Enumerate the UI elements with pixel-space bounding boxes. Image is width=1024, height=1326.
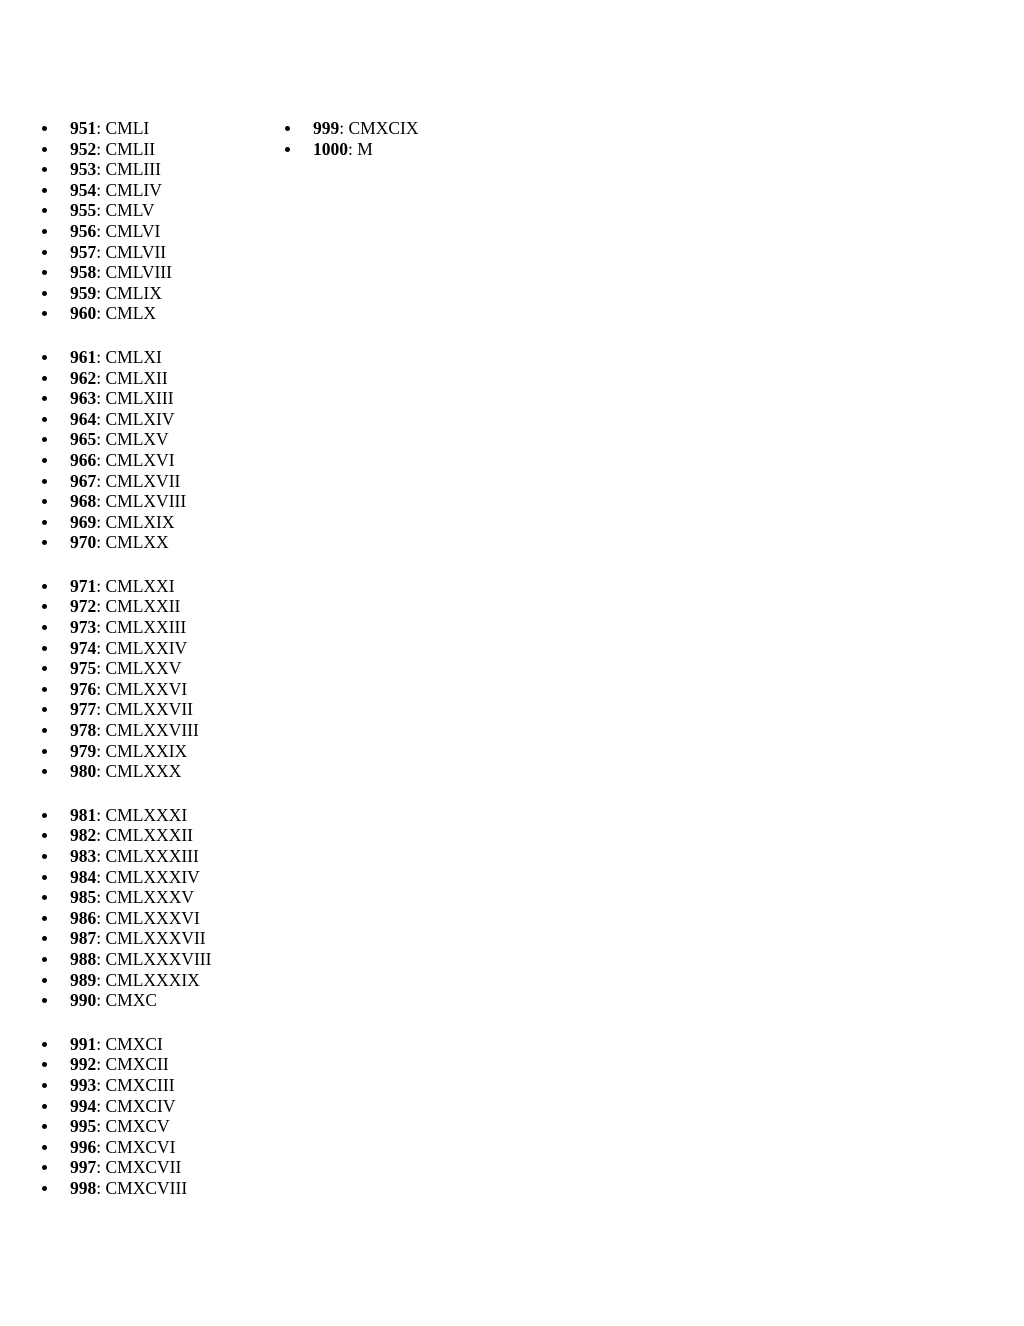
roman-numeral: CMLXXII [105,596,181,617]
roman-numeral: CMLXXXIV [105,866,200,887]
roman-numeral: CMLXIII [105,388,174,409]
roman-numeral: CMLXXXII [105,825,193,846]
roman-numeral: CMLVIII [105,262,172,283]
bullet-icon [42,625,47,630]
arabic-number: 980 [70,761,97,782]
bullet-icon [42,1104,47,1109]
bullet-icon [42,270,47,275]
list-item: 990: CMXC [40,990,211,1011]
arabic-number: 992 [70,1054,97,1075]
arabic-number: 984 [70,866,97,887]
roman-numeral: CMXC [105,990,158,1011]
roman-numeral: CMXCII [105,1054,169,1075]
roman-numeral: CMLXXIV [105,637,188,658]
list-item: 989: CMLXXXIX [40,970,211,991]
arabic-number: 978 [70,720,97,741]
roman-numeral: CMLXX [105,532,169,553]
bullet-icon [42,499,47,504]
list-item: 961: CMLXI [40,347,211,368]
arabic-number: 961 [70,346,97,367]
arabic-number: 964 [70,408,97,429]
arabic-number: 958 [70,262,97,283]
bullet-icon [42,250,47,255]
roman-numeral: CMLXV [105,429,169,450]
roman-numeral: CMXCVI [105,1136,176,1157]
list-item: 988: CMLXXXVIII [40,949,211,970]
list-item: 956: CMLVI [40,221,211,242]
bullet-icon [42,376,47,381]
roman-numeral: CMLXXXIII [105,846,199,866]
list-item: 976: CMLXXVI [40,679,211,700]
numeral-list-group [40,118,211,324]
arabic-number: 998 [70,1177,97,1198]
bullet-icon [42,1186,47,1191]
arabic-number: 960 [70,303,97,324]
roman-numeral: CMLXXIII [105,617,187,638]
arabic-number: 954 [70,179,97,200]
arabic-number: 968 [70,491,97,512]
arabic-number: 989 [70,969,97,990]
roman-numeral: CMXCVII [105,1157,182,1178]
bullet-icon [42,417,47,422]
list-item: 991: CMXCI [40,1034,211,1055]
bullet-icon [42,584,47,589]
list-item: 967: CMLXVII [40,471,211,492]
arabic-number: 952 [70,138,97,159]
bullet-icon [42,437,47,442]
numeral-list-group [40,805,211,1011]
bullet-icon [285,147,290,152]
numeral-list-group [283,118,419,159]
list-item: 999: CMXCIX [283,118,419,139]
arabic-number: 959 [70,282,97,303]
list-item: 986: CMLXXXVI [40,908,211,929]
arabic-number: 967 [70,470,97,491]
list-item: 965: CMLXV [40,429,211,450]
roman-numeral: CMLXXXVIII [105,948,212,969]
arabic-number: 982 [70,825,97,846]
roman-numeral: CMLVI [105,220,161,241]
arabic-number: 993 [70,1074,97,1095]
list-item: 958: CMLVIII [40,262,211,283]
roman-numeral: CMLXXVII [105,699,193,720]
roman-numeral: CMXCIII [105,1074,175,1095]
roman-numeral: CMLII [105,138,156,159]
list-item: 998: CMXCVIII [40,1178,211,1199]
roman-numeral: CMLXXXVII [105,928,206,949]
bullet-icon [42,687,47,692]
arabic-number: 962 [70,367,97,388]
list-item: 970: CMLXX [40,532,211,553]
list-item: 983: CMLXXXIII [40,846,211,867]
arabic-number: 981 [70,804,97,825]
arabic-number: 994 [70,1095,97,1116]
bullet-icon [42,646,47,651]
roman-numeral: CMLXXI [105,575,175,596]
numeral-list-group [40,576,211,782]
arabic-number: 953 [70,159,97,180]
numeral-list-group [40,347,211,553]
bullet-icon [42,147,47,152]
list-item: 952: CMLII [40,139,211,160]
bullet-icon [42,188,47,193]
arabic-number: 976 [70,678,97,699]
list-item: 972: CMLXXII [40,596,211,617]
bullet-icon [42,540,47,545]
arabic-number: 966 [70,449,97,470]
roman-numeral: CMLXI [105,346,162,367]
list-item: 955: CMLV [40,200,211,221]
roman-numeral: CMLXXV [105,658,182,679]
arabic-number: 986 [70,907,97,928]
roman-numeral: CMLXXXI [105,804,188,825]
bullet-icon [42,875,47,880]
arabic-number: 969 [70,511,97,532]
roman-numeral: CMLIII [105,159,161,180]
bullet-icon [42,604,47,609]
arabic-number: 970 [70,532,97,553]
list-item: 984: CMLXXXIV [40,867,211,888]
list-item: 964: CMLXIV [40,409,211,430]
roman-numeral: CMLV [105,200,155,221]
roman-numeral: M [357,138,373,159]
arabic-number: 951 [70,118,97,138]
roman-numeral: CMLXXXIX [105,969,200,990]
list-item: 992: CMXCII [40,1054,211,1075]
roman-numeral: CMLX [105,303,157,324]
list-item: 996: CMXCVI [40,1137,211,1158]
bullet-icon [42,769,47,774]
arabic-number: 979 [70,740,97,761]
roman-numeral: CMLIX [105,282,162,303]
bullet-icon [42,396,47,401]
bullet-icon [42,957,47,962]
arabic-number: 1000 [313,138,348,159]
list-item: 960: CMLX [40,303,211,324]
arabic-number: 956 [70,220,97,241]
list-item: 951: CMLI [40,118,211,139]
roman-numeral: CMLXVIII [105,491,187,512]
bullet-icon [42,1062,47,1067]
bullet-icon [42,479,47,484]
bullet-icon [42,707,47,712]
bullet-icon [42,291,47,296]
bullet-icon [42,666,47,671]
list-item: 977: CMLXXVII [40,699,211,720]
arabic-number: 983 [70,846,97,866]
list-item: 966: CMLXVI [40,450,211,471]
bullet-icon [42,126,47,131]
bullet-icon [42,311,47,316]
roman-numeral: CMLXVII [105,470,181,491]
arabic-number: 999 [313,118,340,138]
list-item: 994: CMXCIV [40,1096,211,1117]
list-item: 957: CMLVII [40,242,211,263]
arabic-number: 957 [70,241,97,262]
list-item: 968: CMLXVIII [40,491,211,512]
left-column [40,118,211,1222]
list-item: 962: CMLXII [40,368,211,389]
list-item: 979: CMLXXIX [40,741,211,762]
list-item: 953: CMLIII [40,159,211,180]
roman-numeral: CMLXIV [105,408,175,429]
list-item: 995: CMXCV [40,1116,211,1137]
arabic-number: 996 [70,1136,97,1157]
roman-numeral: CMXCI [105,1033,163,1054]
arabic-number: 973 [70,617,97,638]
list-item: 982: CMLXXXII [40,825,211,846]
bullet-icon [42,998,47,1003]
roman-numeral: CMXCIX [348,118,419,138]
bullet-icon [42,520,47,525]
bullet-icon [42,936,47,941]
list-item: 978: CMLXXVIII [40,720,211,741]
roman-numeral: CMLI [105,118,150,138]
arabic-number: 971 [70,575,97,596]
roman-numeral: CMXCIV [105,1095,176,1116]
arabic-number: 963 [70,388,97,409]
bullet-icon [42,167,47,172]
bullet-icon [42,458,47,463]
list-item: 985: CMLXXXV [40,887,211,908]
arabic-number: 975 [70,658,97,679]
bullet-icon [42,833,47,838]
roman-numeral: CMLXVI [105,449,175,470]
list-item: 959: CMLIX [40,283,211,304]
bullet-icon [42,895,47,900]
bullet-icon [42,978,47,983]
list-item: 954: CMLIV [40,180,211,201]
right-column [283,118,419,182]
arabic-number: 974 [70,637,97,658]
list-item: 969: CMLXIX [40,512,211,533]
list-item: 973: CMLXXIII [40,617,211,638]
list-item: 987: CMLXXXVII [40,928,211,949]
arabic-number: 995 [70,1116,97,1137]
roman-numeral: CMLVII [105,241,167,262]
roman-numeral: CMLXII [105,367,168,388]
arabic-number: 997 [70,1157,97,1178]
arabic-number: 985 [70,887,97,908]
roman-numeral: CMLXIX [105,511,175,532]
arabic-number: 965 [70,429,97,450]
bullet-icon [42,208,47,213]
bullet-icon [42,1124,47,1129]
list-item: 1000: M [283,139,419,160]
list-item: 980: CMLXXX [40,761,211,782]
arabic-number: 955 [70,200,97,221]
roman-numeral: CMXCVIII [105,1177,188,1198]
arabic-number: 991 [70,1033,97,1054]
bullet-icon [42,728,47,733]
arabic-number: 977 [70,699,97,720]
bullet-icon [42,1042,47,1047]
bullet-icon [42,813,47,818]
bullet-icon [42,916,47,921]
arabic-number: 988 [70,948,97,969]
list-item: 981: CMLXXXI [40,805,211,826]
roman-numeral: CMLXXVIII [105,720,199,741]
bullet-icon [42,355,47,360]
roman-numeral: CMXCV [105,1116,170,1137]
list-item: 971: CMLXXI [40,576,211,597]
roman-numeral: CMLXXIX [105,740,188,761]
bullet-icon [42,229,47,234]
list-item: 993: CMXCIII [40,1075,211,1096]
bullet-icon [42,749,47,754]
bullet-icon [42,1083,47,1088]
arabic-number: 990 [70,990,97,1011]
bullet-icon [285,126,290,131]
list-item: 963: CMLXIII [40,388,211,409]
roman-numeral: CMLXXVI [105,678,188,699]
arabic-number: 987 [70,928,97,949]
list-item: 997: CMXCVII [40,1157,211,1178]
roman-numeral: CMLXXX [105,761,182,782]
roman-numeral: CMLXXXV [105,887,194,908]
bullet-icon [42,854,47,859]
numeral-list-group [40,1034,211,1199]
arabic-number: 972 [70,596,97,617]
list-item: 974: CMLXXIV [40,638,211,659]
list-item: 975: CMLXXV [40,658,211,679]
roman-numeral: CMLXXXVI [105,907,200,928]
bullet-icon [42,1165,47,1170]
bullet-icon [42,1145,47,1150]
roman-numeral: CMLIV [105,179,162,200]
